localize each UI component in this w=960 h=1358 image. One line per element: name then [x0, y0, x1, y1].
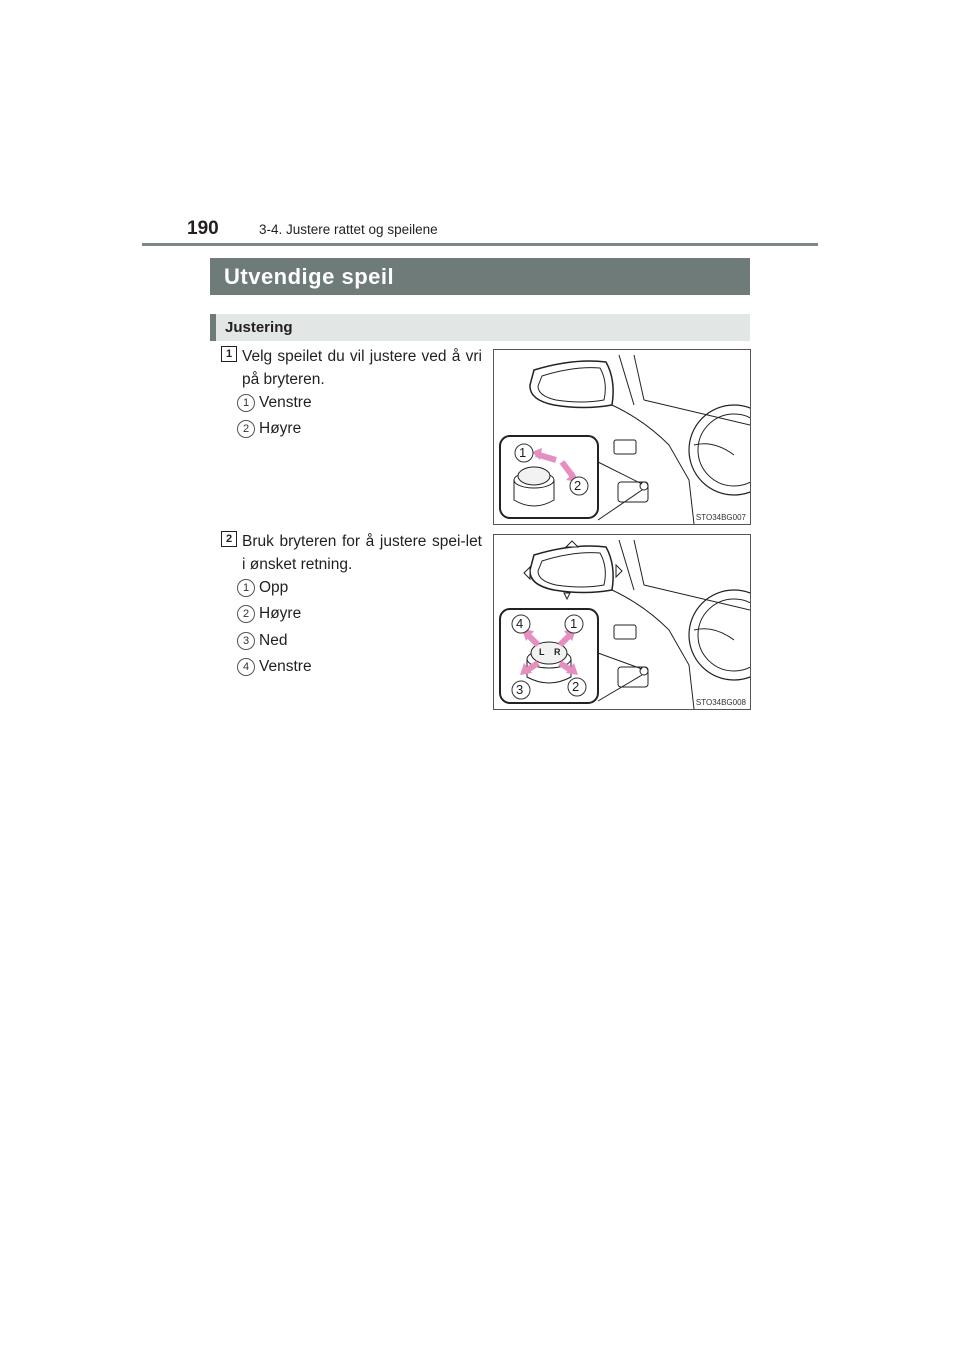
- mirror-switch-illustration: [494, 350, 750, 524]
- subsection-title: Justering: [225, 319, 293, 336]
- switch-label-left: L: [539, 647, 545, 657]
- item-label: Opp: [259, 579, 289, 596]
- step-number-box: 1: [221, 346, 237, 362]
- header-divider: [142, 243, 818, 246]
- figure-code: STO34BG008: [695, 698, 746, 707]
- figure-code: STO34BG007: [695, 513, 746, 522]
- item-marker: 1: [237, 579, 255, 597]
- item-marker: 2: [237, 420, 255, 438]
- section-title: 3-4. Justere rattet og speilene: [259, 222, 438, 237]
- page-number: 190: [187, 218, 219, 239]
- figure-callout: 2: [574, 478, 582, 493]
- figure-callout: 3: [516, 682, 524, 697]
- item-label: Høyre: [259, 420, 302, 437]
- switch-label-right: R: [554, 647, 561, 657]
- item-label: Venstre: [259, 394, 312, 411]
- item-label: Venstre: [259, 658, 312, 675]
- figure-mirror-select: [493, 349, 751, 525]
- page-title: Utvendige speil: [224, 264, 395, 289]
- figure-callout: 4: [516, 616, 524, 631]
- page-title-bar: [210, 258, 750, 295]
- step-number-box: 2: [221, 531, 237, 547]
- figure-mirror-adjust: [493, 534, 751, 710]
- item-marker: 4: [237, 658, 255, 676]
- figure-callout: 1: [570, 616, 578, 631]
- subsection-bar: [210, 314, 750, 341]
- item-label: Ned: [259, 632, 288, 649]
- mirror-adjust-illustration: [494, 535, 750, 709]
- step-instruction: Bruk bryteren for å justere spei-let i ønsket retning.: [242, 533, 482, 573]
- item-marker: 1: [237, 394, 255, 412]
- figure-callout: 2: [572, 679, 580, 694]
- item-marker: 2: [237, 605, 255, 623]
- subsection-accent: [210, 314, 216, 341]
- figure-callout: 1: [519, 445, 527, 460]
- item-marker: 3: [237, 632, 255, 650]
- item-label: Høyre: [259, 605, 302, 622]
- step-instruction: Velg speilet du vil justere ved å vri på bryteren.: [242, 348, 482, 388]
